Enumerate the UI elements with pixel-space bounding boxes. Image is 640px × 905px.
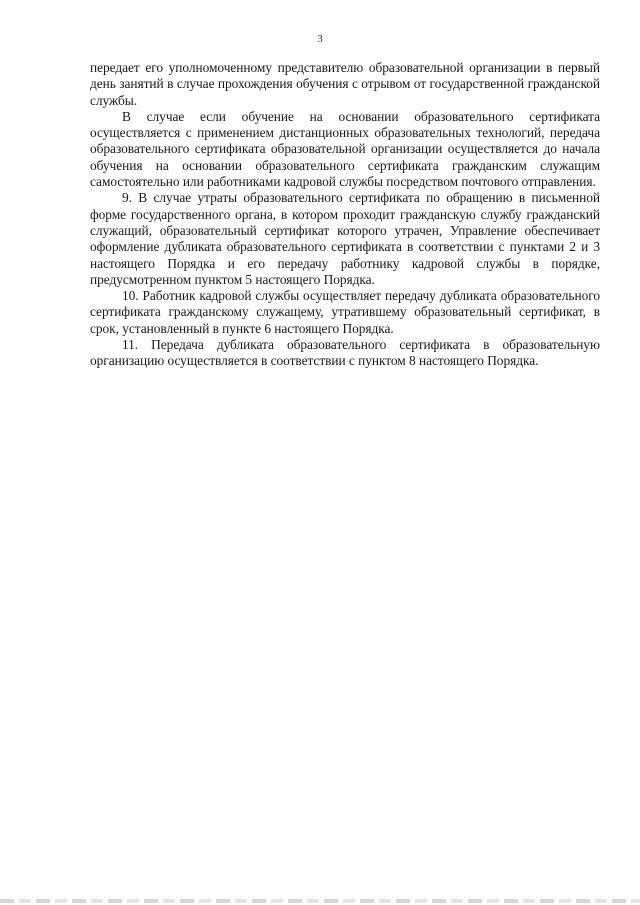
paragraph-item-9: 9. В случае утраты образовательного сертификата по обращению в письменной форме государственного органа, в котором проходит гражданскую службу гражданский служащий, образовательный сертификат которого утрачен, Управление обеспечивает оформление дубликата образовательного сертификата в соответствии с пунктами 2 и 3 настоящего Порядка и его передачу работнику кадровой службы в порядке, предусмотренном пунктом 5 настоящего Порядка. bbox=[90, 190, 600, 287]
paragraph-item-11: 11. Передача дубликата образовательного сертификата в образовательную организацию осуществляется в соответствии с пунктом 8 настоящего Порядка. bbox=[90, 337, 600, 369]
paragraph-distance-learning: В случае если обучение на основании образовательного сертификата осуществляется с применением дистанционных образовательных технологий, передача образовательного сертификата образовательной организации осуществляется до начала обучения на основании образовательного сертификата гражданским служащим самостоятельно или работниками кадровой службы посредством почтового отправления. bbox=[90, 108, 600, 190]
document-body bbox=[90, 60, 600, 370]
paragraph-item-10: 10. Работник кадровой службы осуществляет передачу дубликата образовательного сертификата гражданскому служащему, утратившему образовательный сертификат, в срок, установленный в пункте 6 настоящего Порядка. bbox=[90, 288, 600, 336]
scan-edge-artifact bbox=[0, 899, 640, 903]
paragraph-continuation: передает его уполномоченному представителю образовательной организации в первый день занятий в случае прохождения обучения с отрывом от государственной гражданской службы. bbox=[90, 60, 600, 108]
page-number: 3 bbox=[317, 33, 323, 45]
